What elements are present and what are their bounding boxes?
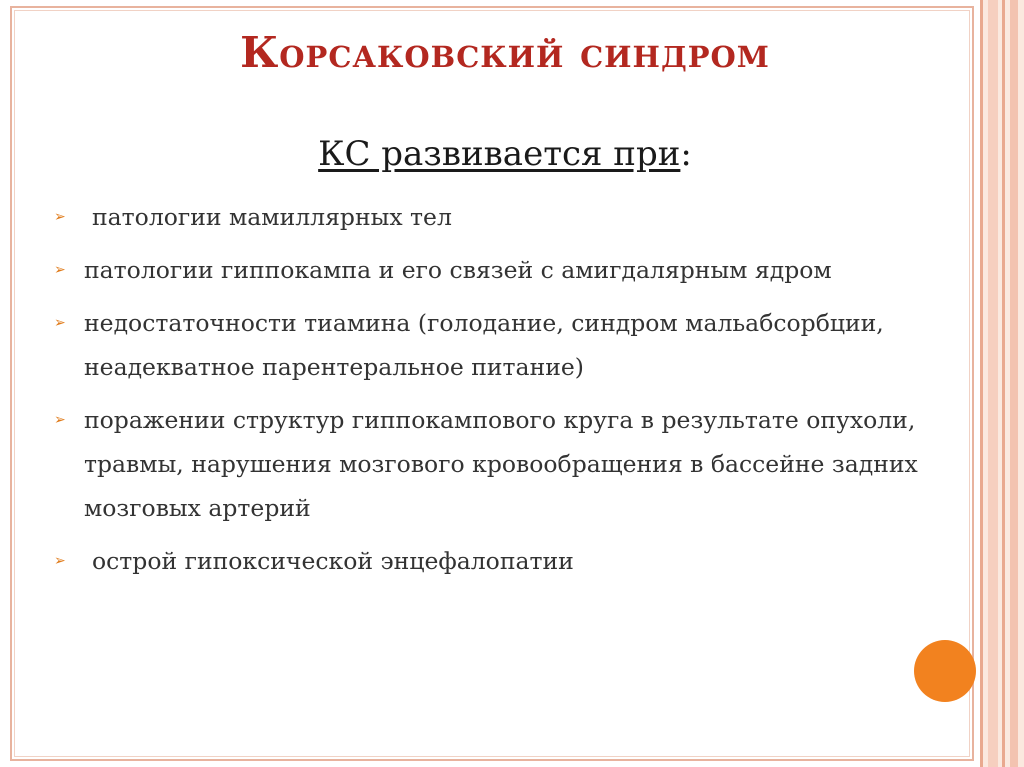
stripe [988, 0, 998, 767]
arrow-bullet-icon: ➢ [54, 553, 66, 569]
bullet-item [54, 195, 974, 239]
stripe [1010, 0, 1018, 767]
bullet-text: патологии мамиллярных тел [92, 203, 452, 231]
bullet-text: острой гипоксической энцефалопатии [92, 547, 574, 575]
subtitle-suffix: : [680, 134, 692, 174]
decorative-orange-circle [914, 640, 976, 702]
bullet-item [54, 539, 974, 583]
arrow-bullet-icon: ➢ [54, 262, 66, 278]
stripe [1002, 0, 1005, 767]
subtitle-underlined: КС развивается при [318, 134, 681, 174]
arrow-bullet-icon: ➢ [54, 209, 66, 225]
bullet-list [54, 195, 974, 592]
decorative-stripes [980, 0, 1024, 767]
bullet-text: поражении структур гиппокампового круга в результате опухоли, травмы, нарушения мозгового кровообращения в бассейне задних мозговых артерий [84, 406, 918, 522]
slide-subtitle [0, 134, 1010, 174]
slide-title: Корсаковский синдром [240, 28, 770, 77]
arrow-bullet-icon: ➢ [54, 315, 66, 331]
bullet-text: патологии гиппокампа и его связей с амигдалярным ядром [84, 256, 832, 284]
bullet-item [54, 301, 974, 389]
stripe [980, 0, 983, 767]
bullet-item [54, 248, 974, 292]
bullet-text: недостаточности тиамина (голодание, синдром мальабсорбции, неадекватное парентеральное питание) [84, 309, 884, 381]
bullet-item [54, 398, 974, 530]
arrow-bullet-icon: ➢ [54, 412, 66, 428]
